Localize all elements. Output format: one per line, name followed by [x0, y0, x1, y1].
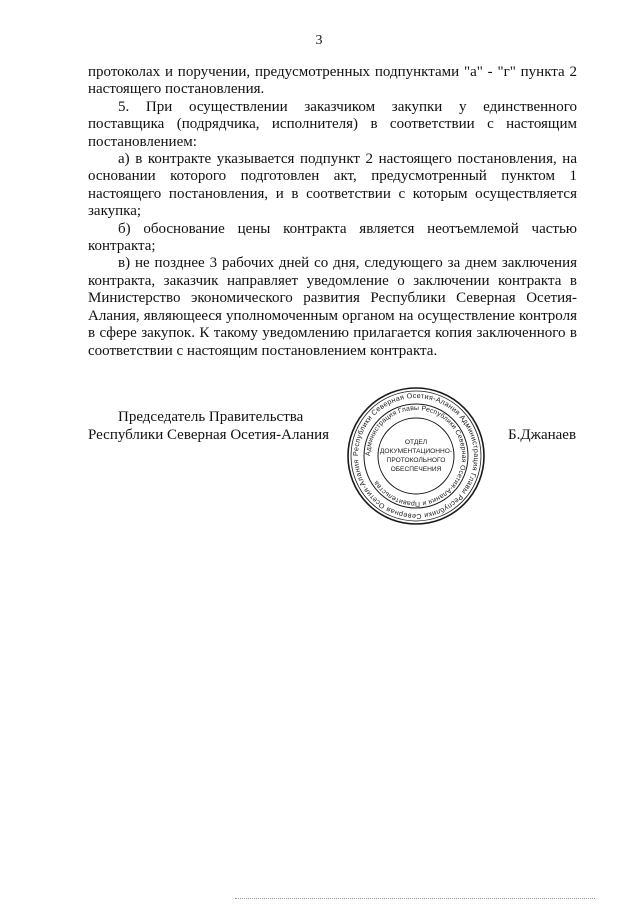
seal-center-line: ОБЕСПЕЧЕНИЯ [390, 466, 442, 473]
paragraph: протоколах и поручении, предусмотренных подпунктами "а" - "г" пункта 2 настоящего постановления. [88, 64, 577, 98]
seal-middle-border [364, 404, 468, 508]
paragraph: в) не позднее 3 рабочих дней со дня, следующего за днем заключения контракта, заказчик направляет уведомление о заключении контракта в Министерство экономического развития Республики Северная Осетия-Алания, являющееся уполномоченным органом на осуществление контроля в сфере закупок. К такому уведомлению прилагается копия заключенного в соответствии с настоящим постановлением контракта. [88, 255, 577, 359]
seal-inner-border [378, 418, 454, 494]
svg-text:Администрация Главы Республики [365, 405, 467, 507]
seal-graphic [345, 385, 487, 527]
seal-center-text [380, 439, 452, 473]
paragraph: 5. При осуществлении заказчиком закупки у единственного поставщика (подрядчика, исполнителя) в соответствии с настоящим постановлением: [88, 98, 577, 150]
signer-title-line1: Председатель Правительства [118, 409, 304, 425]
seal-center-line: ПРОТОКОЛЬНОГО [386, 457, 446, 464]
seal-outer-text: Республики Северная Осетия-Алания Администрация Главы Республики Северная Осетия-Алания [350, 390, 482, 522]
bottom-divider [235, 898, 595, 900]
signer-name: Б.Джанаев [508, 427, 577, 443]
seal-center-line: ДОКУМЕНТАЦИОННО- [379, 448, 453, 455]
seal-inner-text: Администрация Главы Республики Северная Осетия-Алания и Правительства [364, 404, 468, 508]
signer-title [88, 408, 338, 444]
signer-title-line2: Республики Северная Осетия-Алания [88, 427, 330, 443]
official-seal-stamp [345, 385, 487, 527]
paragraph: б) обоснование цены контракта является неотъемлемой частью контракта; [88, 220, 577, 255]
document-body [88, 64, 577, 360]
page-number: 3 [315, 33, 323, 48]
seal-center-line: ОТДЕЛ [404, 439, 428, 446]
paragraph: а) в контракте указывается подпункт 2 настоящего постановления, на основании которого подготовлен акт, предусмотренный пунктом 1 настоящего постановления, и в соответствии с которым осуществляется закупка; [88, 151, 577, 220]
